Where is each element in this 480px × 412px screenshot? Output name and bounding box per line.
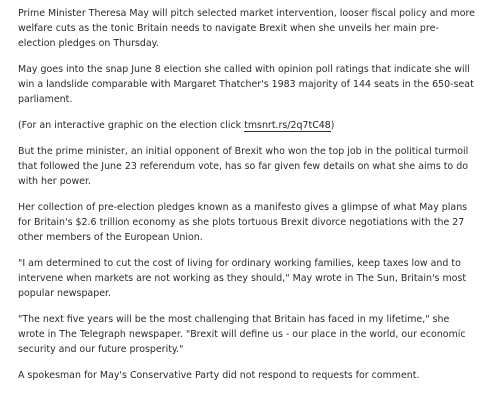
paragraph-quote-telegraph: "The next five years will be the most challenging that Britain has faced in my lifetime," she wrote in The Telegraph newspaper. "Brexit will define us - our place in the world, our economic security and our future prosperity." [18, 314, 466, 355]
paragraph-manifesto: Her collection of pre-election pledges known as a manifesto gives a glimpse of what May plans for Britain's $2.6 trillion economy as she plots tortuous Brexit divorce negotiations with the 27 other members of the European Union. [18, 202, 468, 243]
paragraph-graphic-link [18, 118, 476, 133]
article-body [18, 6, 476, 394]
paragraph-quote-sun: "I am determined to cut the cost of living for ordinary working families, keep taxes low and to intervene when markets are not working as they should," May wrote in The Sun, Britain's most popular newspaper. [18, 258, 467, 299]
paragraph-election: May goes into the snap June 8 election she called with opinion poll ratings that indicate she will win a landslide comparable with Margaret Thatcher's 1983 majority of 144 seats in the 650-seat parliament. [18, 64, 474, 105]
paragraph-spokesman: A spokesman for May's Conservative Party did not respond to requests for comment. [18, 370, 420, 381]
graphic-link-prefix: (For an interactive graphic on the election click [18, 120, 245, 131]
graphic-link[interactable]: tmsnrt.rs/2q7tC48 [244, 120, 331, 131]
paragraph-prime-minister: But the prime minister, an initial opponent of Brexit who won the top job in the political turmoil that followed the June 23 referendum vote, has so far given few details on what she aims to do with her power. [18, 146, 469, 187]
graphic-link-suffix: ) [330, 120, 335, 131]
paragraph-intro: Prime Minister Theresa May will pitch selected market intervention, looser fiscal policy and more welfare cuts as the tonic Britain needs to navigate Brexit when she unveils her main pre-election pledges on Thursday. [18, 8, 475, 49]
